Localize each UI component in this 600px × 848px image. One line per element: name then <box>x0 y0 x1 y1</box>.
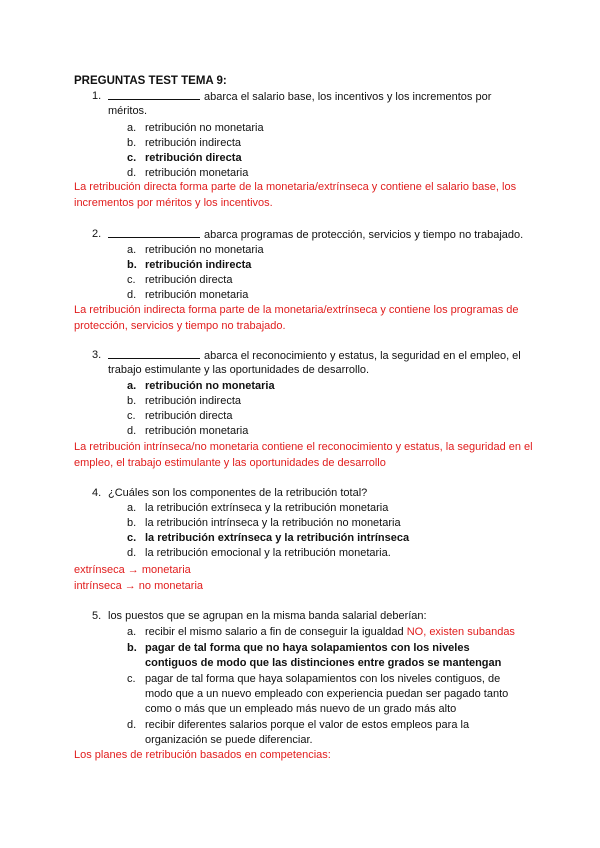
question-number: 4. <box>92 487 102 499</box>
answer-blank <box>108 348 200 359</box>
option-b-correct: b. retribución indirecta <box>127 259 252 271</box>
answer-explanation-4b: intrínseca → no monetaria <box>74 580 204 592</box>
option-d: d. retribución monetaria <box>127 167 249 179</box>
question-number: 3. <box>92 349 102 361</box>
option-c: c. retribución directa <box>127 274 233 286</box>
option-b: b. retribución indirecta <box>127 137 241 149</box>
annotation-note: NO, existen subandas <box>406 626 515 638</box>
option-a-correct: a. retribución no monetaria <box>127 380 275 392</box>
option-c: c. pagar de tal forma que haya solapamientos con los niveles contiguos, de modo que a un nuevo empleado con experiencia puedan ser pagado tanto como o más que un empleado más nuevo de un grado más alto <box>127 673 509 715</box>
question-number: 5. <box>92 610 102 622</box>
option-a: a. recibir el mismo salario a fin de conseguir la igualdad NO, existen subandas <box>127 626 515 638</box>
options-list <box>0 243 600 303</box>
option-a: a. la retribución extrínseca y la retribución monetaria <box>127 502 389 514</box>
page-title: PREGUNTAS TEST TEMA 9: <box>74 75 227 87</box>
option-a: a. retribución no monetaria <box>127 122 264 134</box>
option-b: b. retribución indirecta <box>127 395 241 407</box>
option-d: d. recibir diferentes salarios porque el valor de estos empleos para la organización se puede diferenciar. <box>127 719 470 746</box>
answer-explanation-2: La retribución indirecta forma parte de la monetaria/extrínseca y contiene los programas de protección, servicios y tiempo no trabajado. <box>74 304 519 332</box>
question-text: abarca el reconocimiento y estatus, la seguridad en el empleo, el <box>204 350 521 362</box>
option-c-correct: c. retribución directa <box>127 152 242 164</box>
question-number: 1. <box>92 90 102 102</box>
question-text: los puestos que se agrupan en la misma banda salarial deberían: <box>108 610 427 622</box>
question-text-cont: méritos. <box>108 105 148 117</box>
options-list <box>0 501 600 561</box>
options-list <box>0 625 600 748</box>
answer-blank <box>108 89 200 100</box>
answer-explanation-4a: extrínseca → monetaria <box>74 564 191 576</box>
option-d: d. la retribución emocional y la retribución monetaria. <box>127 547 391 559</box>
answer-blank <box>108 227 200 238</box>
option-a: a. retribución no monetaria <box>127 244 264 256</box>
option-b: b. la retribución intrínseca y la retribución no monetaria <box>127 517 401 529</box>
question-text-cont: trabajo estimulante y las oportunidades de desarrollo. <box>108 364 370 376</box>
section-heading-note: Los planes de retribución basados en competencias: <box>74 749 331 761</box>
question-text: abarca el salario base, los incentivos y los incrementos por <box>204 91 492 103</box>
options-list <box>0 379 600 439</box>
question-text: abarca programas de protección, servicios y tiempo no trabajado. <box>204 229 524 241</box>
options-list <box>0 121 600 181</box>
option-b-correct: b. pagar de tal forma que no haya solapamientos con los niveles contiguos de modo que las distinciones entre grados se mantengan <box>127 642 502 669</box>
option-d: d. retribución monetaria <box>127 425 249 437</box>
option-c: c. retribución directa <box>127 410 233 422</box>
option-d: d. retribución monetaria <box>127 289 249 301</box>
question-text: ¿Cuáles son los componentes de la retribución total? <box>108 487 368 499</box>
answer-explanation-1: La retribución directa forma parte de la monetaria/extrínseca y contiene el salario base, los incrementos por méritos y los incentivos. <box>74 181 517 209</box>
answer-explanation-3: La retribución intrínseca/no monetaria contiene el reconocimiento y estatus, la seguridad en el empleo, el trabajo estimulante y las oportunidades de desarrollo <box>74 441 533 469</box>
option-c-correct: c. la retribución extrínseca y la retribución intrínseca <box>127 532 410 544</box>
question-number: 2. <box>92 228 102 240</box>
